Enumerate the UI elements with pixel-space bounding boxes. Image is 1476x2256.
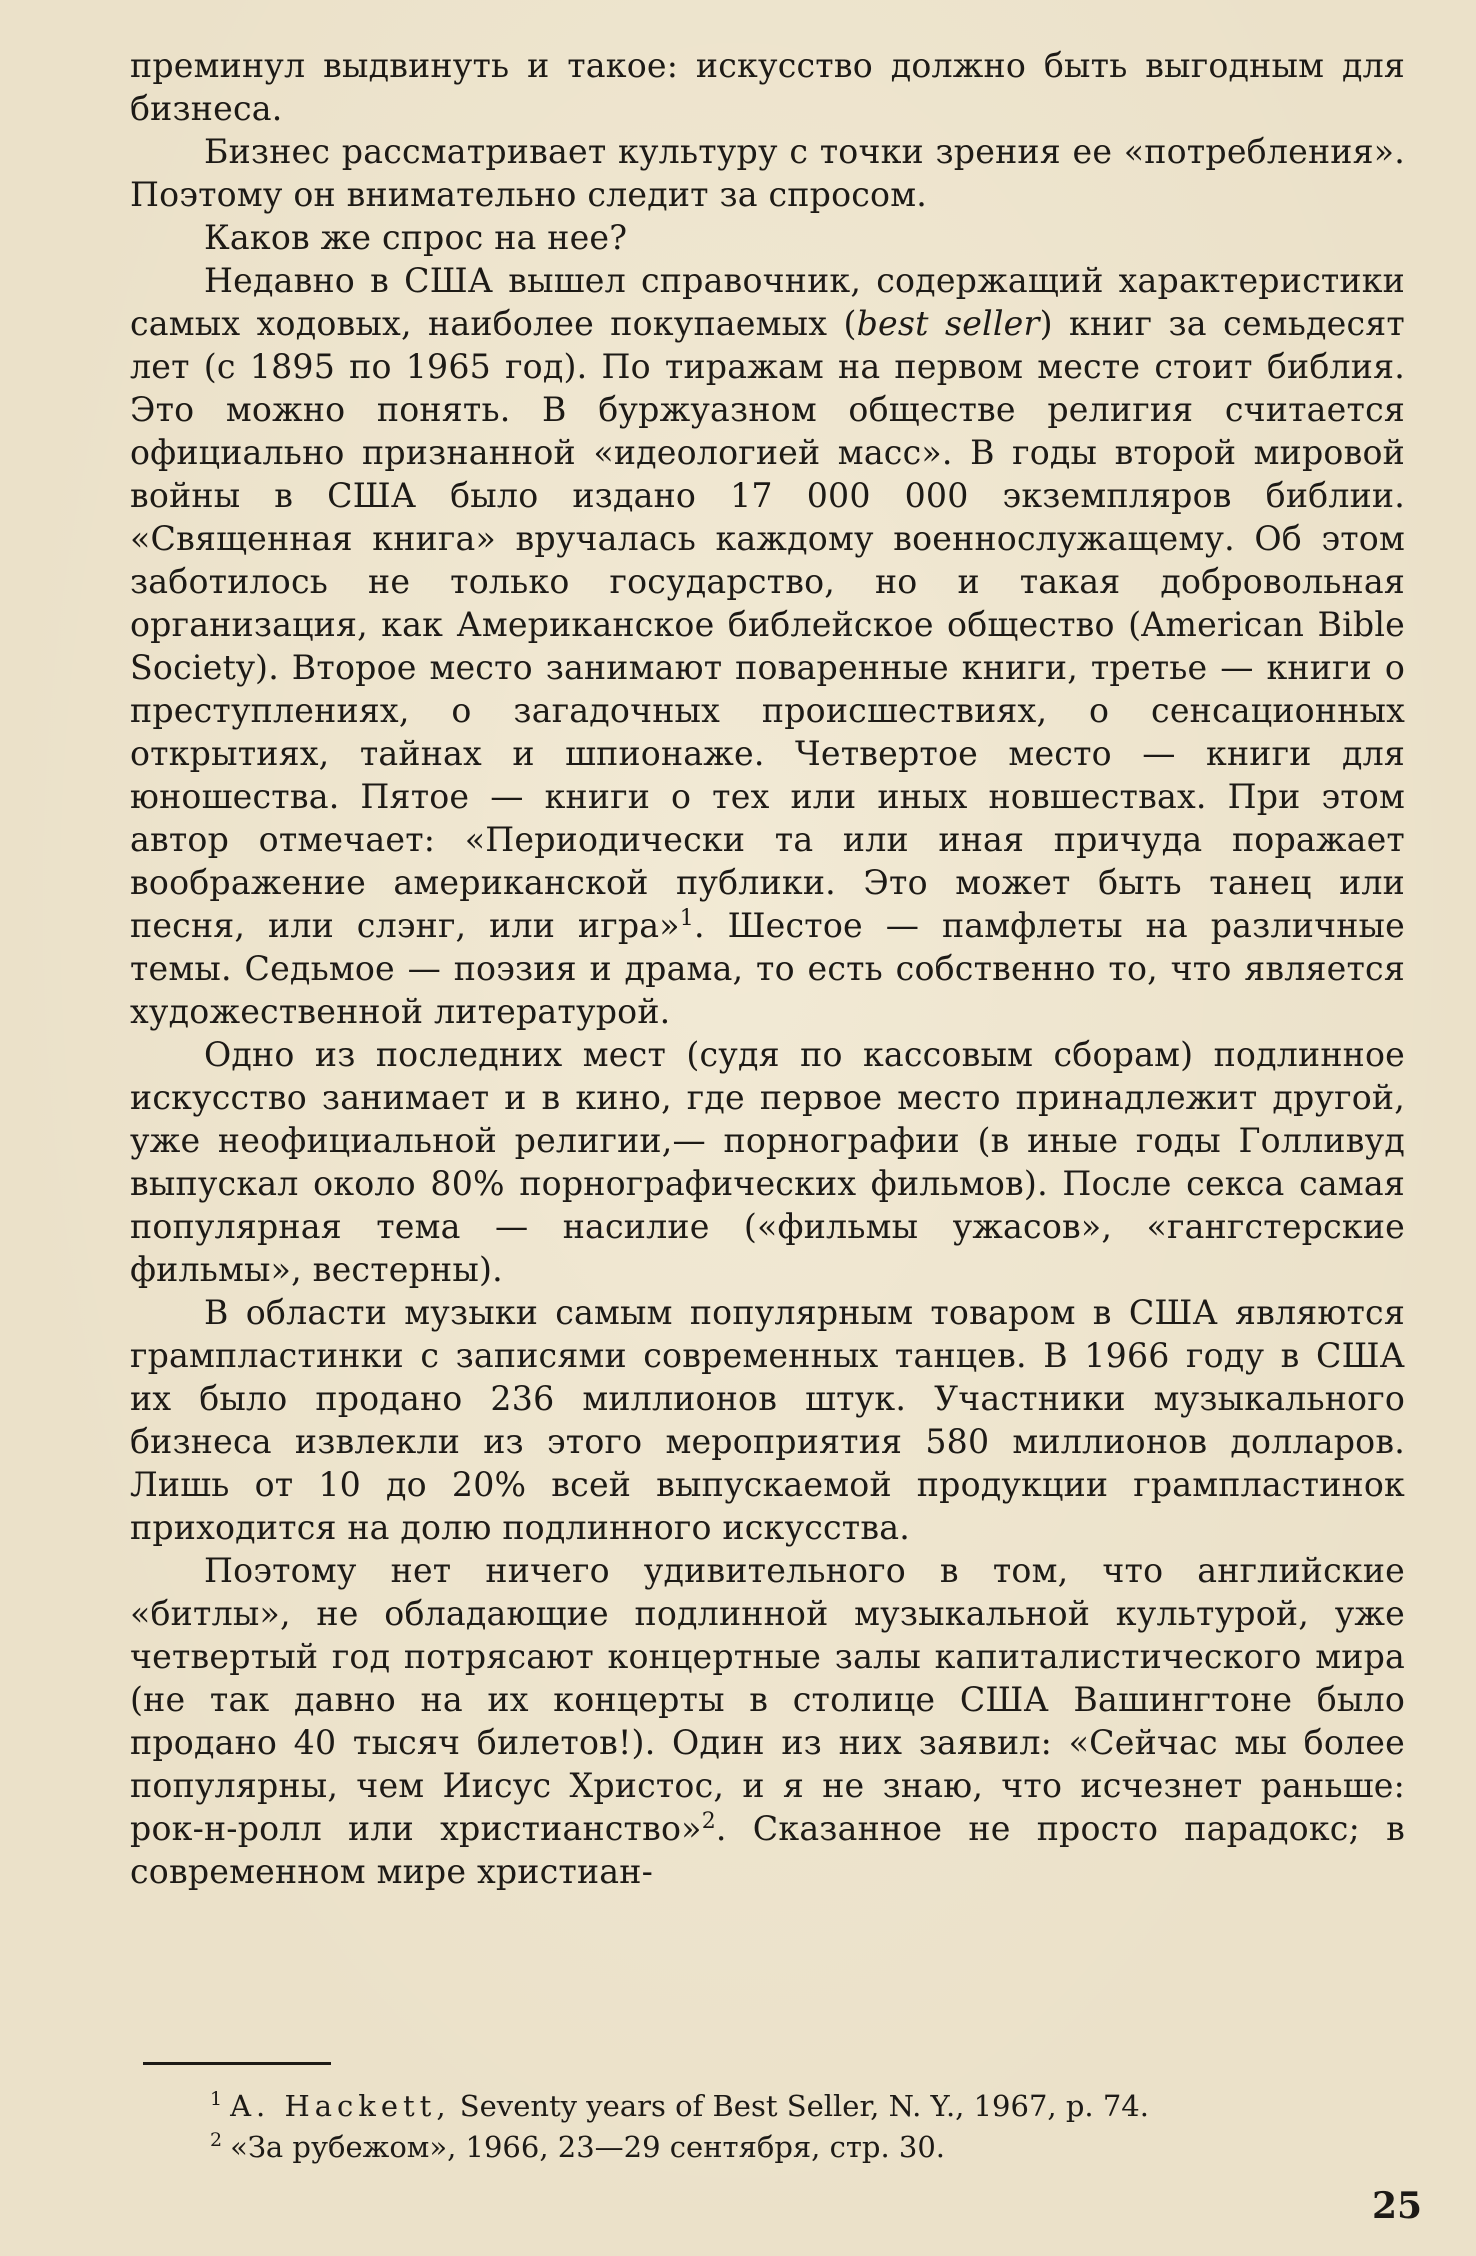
paragraph-1: преминул выдвинуть и такое: искусство должно быть выгодным для бизнеса. — [130, 46, 1405, 128]
paragraph-7-part-1: Поэтому нет ничего удивительного в том, что английские «битлы», не обладающие подлинной музыкальной культурой, уже четвертый год потрясают концертные залы капиталистического мира (не так давно на их концерты в столице США Вашингтоне было продано 40 тысяч билетов!). Один из них заявил: «Сейчас мы более популярны, чем Иисус Христос, и я не знаю, что исчезнет раньше: рок-н-ролл или христианство» — [130, 1551, 1405, 1848]
paragraph-3: Каков же спрос на нее? — [204, 218, 628, 257]
paragraph-2: Бизнес рассматривает культуру с точки зрения ее «потребления». Поэтому он внимательно следит за спросом. — [130, 132, 1405, 214]
main-text — [130, 44, 1405, 1893]
paragraph-6: В области музыки самым популярным товаром в США являются грампластинки с записями современных танцев. В 1966 году в США их было продано 236 миллионов штук. Участники музыкального бизнеса извлекли из этого мероприятия 580 миллионов долларов. Лишь от 10 до 20% всей выпускаемой продукции грампластинок приходится на долю подлинного искусства. — [130, 1293, 1405, 1547]
footnote-ref-2: 2 — [701, 1808, 716, 1834]
paragraph-4-part-2: ) книг за семьдесят лет (с 1895 по 1965 год). По тиражам на первом месте стоит библия. Это можно понять. В буржуазном обществе религия считается официально признанной «идеологией масс». В годы второй мировой войны в США было издано 17 000 000 экземпляров библии. «Священная книга» вручалась каждому военнослужащему. Об этом заботилось не только государство, но и такая добровольная организация, как Американское библейское общество (American Bible Society). Второе место занимают поваренные книги, третье — книги о преступлениях, о загадочных происшествиях, о сенсационных открытиях, тайнах и шпионаже. Четвертое место — книги для юношества. Пятое — книги о тех или иных новшествах. При этом автор отмечает: «Периодически та или иная причуда поражает воображение американской публики. Это может быть танец или песня, или слэнг, или игра» — [130, 304, 1405, 945]
paragraph-7-part-2: . Сказанное не просто парадокс; в современном мире христиан- — [130, 1809, 1405, 1891]
footnotes — [210, 2086, 1360, 2168]
footnote-1-number: 1 — [210, 2088, 223, 2111]
footnote-1 — [210, 2086, 1360, 2127]
best-seller-term: best seller — [856, 304, 1040, 343]
paragraph-5: Одно из последних мест (судя по кассовым сборам) подлинное искусство занимает и в кино, где первое место принадлежит другой, уже неофициальной религии,— порнографии (в иные годы Голливуд выпускал около 80% порнографических фильмов). После секса самая популярная тема — насилие («фильмы ужасов», «гангстерские фильмы», вестерны). — [130, 1035, 1405, 1289]
footnote-divider — [143, 2062, 331, 2065]
footnote-ref-1: 1 — [679, 905, 694, 931]
paragraph-4-part-3: . Шестое — памфлеты на различные темы. Седьмое — поэзия и драма, то есть собственно то, что является художественной литературой. — [130, 906, 1405, 1031]
footnote-2 — [210, 2127, 1360, 2168]
footnote-2-text: «За рубежом», 1966, 23—29 сентября, стр. 30. — [230, 2130, 946, 2164]
footnote-2-number: 2 — [210, 2129, 223, 2152]
paragraph-4-part-1: Недавно в США вышел справочник, содержащий характеристики самых ходовых, наиболее покупаемых ( — [130, 261, 1405, 343]
paragraph-4 — [130, 259, 1405, 1033]
footnote-1-text: Seventy years of Best Seller, N. Y., 1967, p. 74. — [450, 2089, 1149, 2123]
footnote-1-author: A. Hackett, — [230, 2089, 451, 2123]
paragraph-7 — [130, 1549, 1405, 1893]
page-number: 25 — [1372, 2185, 1423, 2227]
